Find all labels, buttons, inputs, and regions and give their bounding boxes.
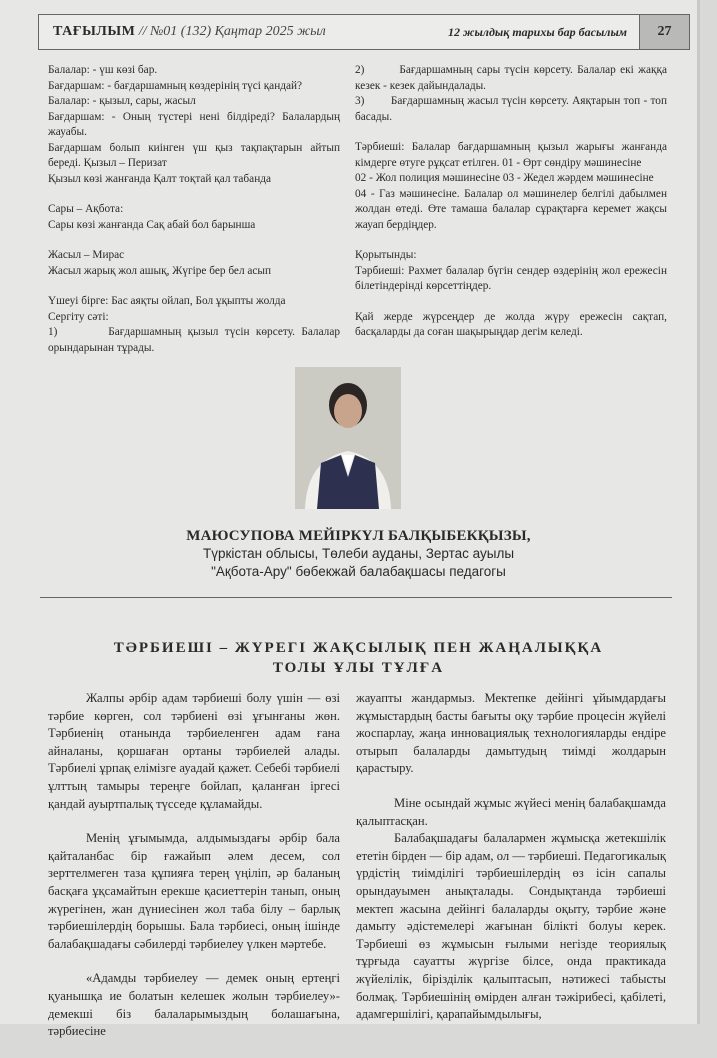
header-slogan: 12 жылдық тарихы бар басылым <box>448 24 627 39</box>
top-left-column <box>48 63 343 356</box>
text-line: Сары көзі жанғанда Сақ абай бол барынша <box>48 218 256 231</box>
author-location: Түркістан облысы, Төлеби ауданы, Зертас ауылы <box>202 546 515 561</box>
author-photo <box>295 367 401 509</box>
paragraph: «Адамды тәрбиелеу — демек оның ертеңгі қуанышқа ие болатын келешек жолын тәрбиелеу»- демекші біз балаларымыздың болашағына, тәрбиесіне <box>48 971 340 1039</box>
page-number: 27 <box>639 15 689 49</box>
journal-name: ТАҒЫЛЫМ <box>53 24 136 39</box>
author-block <box>0 528 717 581</box>
text-line: Бағдаршам болып киінген үш қыз тақпақтарын айтып береді. Қызыл – Перизат <box>48 141 340 169</box>
text-line: 3) Бағдаршамның жасыл түсін көрсету. Аяқтарын топ - топ басады. <box>355 95 670 123</box>
text-line: 2) Бағдаршамның сары түсін көрсету. Балалар екі жаққа кезек - кезек дайындалады. <box>355 64 670 92</box>
text-line: Қай жерде жүрсеңдер де жолда жүру ережесін сақтап, басқаларды да соған шақырыңдар дегім келеді. <box>355 310 667 338</box>
text-line: Сары – Ақбота: <box>48 203 124 215</box>
text-line: Тәрбиеші: Рахмет балалар бүгін сендер өздерінің жол ережесін білетіндерінді көрсеттіңдер. <box>355 264 667 292</box>
text-line: Бағдаршам: - бағдаршамның көздерінің түсі қандай? <box>48 79 303 92</box>
paragraph: Менің ұғымымда, алдымыздағы әрбір бала қайталанбас бір ғажайып әлем десем, сол зерттелмеген таза құпияға терең үңіліп, әр баланың басқаға ұқсамайтын ерекше қасиеттерін танып, оның жүрегінен, жан дүниесінен жол таба білу – барлық тәрбиешілердің борышы. Бала тәрбиесі, оның ішінде балабақшадағы сәбилерді тәрбиелеу үлкен мәртебе. <box>48 831 340 951</box>
text-line: Тәрбиеші: Балалар бағдаршамның қызыл жарығы жанғанда кімдерге өтуге рұқсат етілген. 01 - Өрт сөндіру мәшинесіне <box>355 141 667 169</box>
paragraph: Міне осындай жұмыс жүйесі менің балабақшамда қалыптасқан. <box>356 795 666 828</box>
text-line: Қорытынды: <box>355 249 417 261</box>
header-issue <box>39 24 448 40</box>
text-line: Балалар: - қызыл, сары, жасыл <box>48 95 196 107</box>
section-divider <box>40 597 672 598</box>
article-title-line-1: ТӘРБИЕШІ – ЖҮРЕГІ ЖАҚСЫЛЫҚ ПЕН ЖАҢАЛЫҚҚА <box>113 640 604 656</box>
issue-info: №01 (132) Қаңтар 2025 жыл <box>150 24 326 39</box>
author-name: МАЮСУПОВА МЕЙІРКҮЛ БАЛҚЫБЕКҚЫЗЫ, <box>186 528 531 544</box>
text-line: Бағдаршам: - Оның түстері нені білдіреді? Балалардың жауабы. <box>48 110 340 138</box>
paragraph: Балабақшадағы балалармен жұмысқа жетекшілік ететін бірден — бір адам, ол — тәрбиеші. Педагогикалық үрдістің тиімділігі тәрбиешілердің өз ісін сапалы орындауымен анықталады. Сондықтанда тәрбиеші мектеп жасына дейінгі балаларды оқыту, тәрбие және дамыту әдістемелері жағынан білікті болуы керек. Тәрбиеші өз жұмысын ғылыми негізде теориялық тұрғыда сауатты жүргізе білсе, онда практикада жүйелілік, бірізділік қалыптасып, нәтижесі табысты болмақ. Тәрбиешінің өмірден алған тәжірибесі, қабілеті, адамгершілігі, қарапайымдылығы, <box>356 831 666 1022</box>
text-line: Балалар: - үш көзі бар. <box>48 64 158 76</box>
text-line: Қызыл көзі жанғанда Қалт тоқтай қал табанда <box>48 172 271 185</box>
paragraph: жауапты жандармыз. Мектепке дейінгі ұйымдардағы жұмыстардың басты бағыты оқу тәрбие процесін жүйелі жоспарлау, жаңа инновациялық технологияларды ендіре отырып балаларды дамытудың тиімді жолдарын қарастыру. <box>356 691 666 776</box>
author-position: "Ақбота-Ару" бөбекжай балабақшасы педагогы <box>211 564 506 579</box>
article-title-line-2: ТОЛЫ ҰЛЫ ТҰЛҒА <box>272 660 445 676</box>
text-line: 1) Бағдаршамның қызыл түсін көрсету. Балалар орындарынан тұрады. <box>48 326 343 354</box>
text-line: Сергіту сәті: <box>48 310 109 323</box>
text-line: 02 - Жол полиция мәшинесіне 03 - Жедел жәрдем мәшинесіне <box>355 172 654 184</box>
header-separator: // <box>138 24 147 39</box>
top-right-column <box>355 63 670 356</box>
page-header <box>38 14 690 50</box>
article-right-column <box>356 690 666 1041</box>
article-left-column <box>48 690 340 1058</box>
text-line: Үшеуі бірге: Бас аяқты ойлап, Бол ұқыпты жолда <box>48 295 286 307</box>
text-line: 04 - Газ мәшинесіне. Балалар ол мәшинелер белгілі дабылмен жолдан өтеді. Өте тамаша балалар сұрақтарға керемет жақсы жауап бердіңдер. <box>355 187 667 231</box>
article-title <box>0 638 717 678</box>
text-line: Жасыл – Мирас <box>48 249 125 261</box>
text-line: Жасыл жарық жол ашық, Жүгіре бер бел асып <box>48 264 272 277</box>
paragraph: Жалпы әрбір адам тәрбиеші болу үшін — өзі тәрбие көрген, сол тәрбиені өзі ұғынғаны жөн. Тәрбиенің отанында тәрбиеленген адам ғана айналаны, қоршаған ортаны тәрбиелей алады. Тәрбиелі ұрпақ елімізге ауадай қажет. Себебі тәрбиелі ұлттың тамыры тереңге бойлап, қаланған іргесі қандай ауыртпалық түсседе құламайды. <box>48 691 340 811</box>
